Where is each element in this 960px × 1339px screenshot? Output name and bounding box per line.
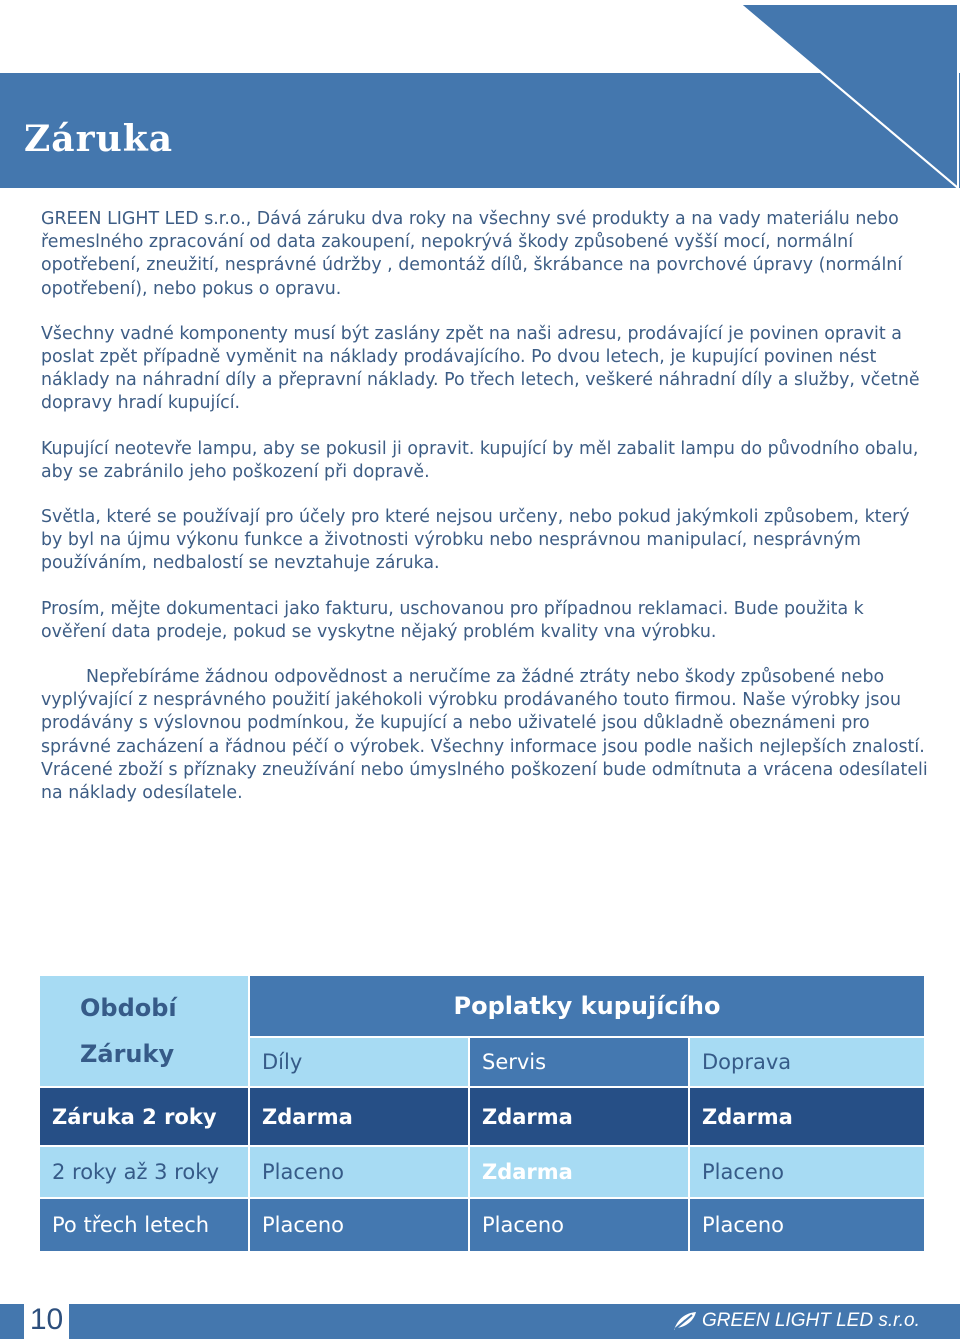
warranty-fees-table: [38, 974, 926, 1253]
fee-cell: Placeno: [689, 1198, 925, 1252]
fee-cell: Placeno: [249, 1198, 469, 1252]
fee-cell: Zdarma: [689, 1087, 925, 1145]
paragraph: GREEN LIGHT LED s.r.o., Dává záruku dva roky na všechny své produkty a na vady materiálu nebo řemeslného zpracování od data zakoupení, nepokrývá škody způsobené vyšší mocí, normální opotřebení, zneužití, nesprávné údržby , demontáž dílů, škrábance na povrchové úpravy (normální opotřebení), nebo pokus o opravu.: [41, 209, 903, 299]
table-row: [39, 1146, 925, 1198]
column-header-service: Servis: [469, 1037, 689, 1087]
period-cell: Záruka 2 roky: [39, 1087, 249, 1145]
period-cell: Po třech letech: [39, 1198, 249, 1252]
footer-brand: [672, 1306, 920, 1336]
column-header-parts: Díly: [249, 1037, 469, 1087]
table-row: [39, 1087, 925, 1145]
paragraph: Nepřebíráme žádnou odpovědnost a neručíme za žádné ztráty nebo škody způsobené nebo vyplývající z nesprávného použití jakéhokoli výrobku prodávaného touto firmou. Naše výrobky jsou prodávány s výslovnou podmínkou, že kupující a nebo uživatelé jsou důkladně obeznámeni pro správné zacházení a řádnou péčí o výrobek. Všechny informace jsou podle našich nejlepších znalostí. Vrácené zboží s příznaky zneužívání nebo úmyslného poškození bude odmítnuta a vrácena odesílateli na náklady odesílatele.: [41, 667, 928, 804]
paragraph: Prosím, mějte dokumentaci jako fakturu, uschovanou pro případnou reklamaci. Bude použita k ověření data prodeje, pokud se vyskytne nějaký problém kvality vna výrobku.: [41, 598, 864, 642]
period-cell: 2 roky až 3 roky: [39, 1146, 249, 1198]
column-header-shipping: Doprava: [689, 1037, 925, 1087]
paragraph: Kupující neotevře lampu, aby se pokusil ji opravit. kupující by měl zabalit lampu do původního obalu, aby se zabránilo jeho poškození při dopravě.: [41, 438, 919, 482]
paragraph: Všechny vadné komponenty musí být zaslány zpět na naši adresu, prodávající je povinen opravit a poslat zpět případně vyměnit na náklady prodávajícího. Po dvou letech, je kupující povinen nést náklady na náhradní díly a přepravní náklady. Po třech letech, veškeré náhradní díly a služby, včetně dopravy hradí kupující.: [41, 323, 920, 414]
table-header-row: [39, 975, 925, 1037]
fee-cell: Zdarma: [249, 1087, 469, 1145]
page-number: 10: [24, 1300, 69, 1339]
fee-cell: Placeno: [249, 1146, 469, 1198]
period-header-cell: [39, 975, 249, 1087]
leaf-logo-icon: [672, 1310, 698, 1332]
page-title: Záruka: [24, 118, 174, 160]
period-header-line2: Záruky: [80, 1040, 175, 1069]
fee-cell: Zdarma: [469, 1087, 689, 1145]
period-header-line1: Období: [80, 994, 177, 1023]
fee-cell: Placeno: [689, 1146, 925, 1198]
corner-decoration: [0, 0, 960, 200]
footer-brand-name: GREEN LIGHT LED s.r.o.: [702, 1310, 920, 1331]
warranty-text: [41, 208, 931, 827]
table-row: [39, 1198, 925, 1252]
fees-heading: Poplatky kupujícího: [249, 975, 925, 1037]
fee-cell: Placeno: [469, 1198, 689, 1252]
paragraph: Světla, které se používají pro účely pro které nejsou určeny, nebo pokud jakýmkoli způsobem, který by byl na újmu výkonu funkce a životnosti výrobku nebo nesprávnou manipulací, nesprávným používáním, nedbalostí se nevztahuje záruka.: [41, 507, 910, 574]
fee-cell: Zdarma: [469, 1146, 689, 1198]
